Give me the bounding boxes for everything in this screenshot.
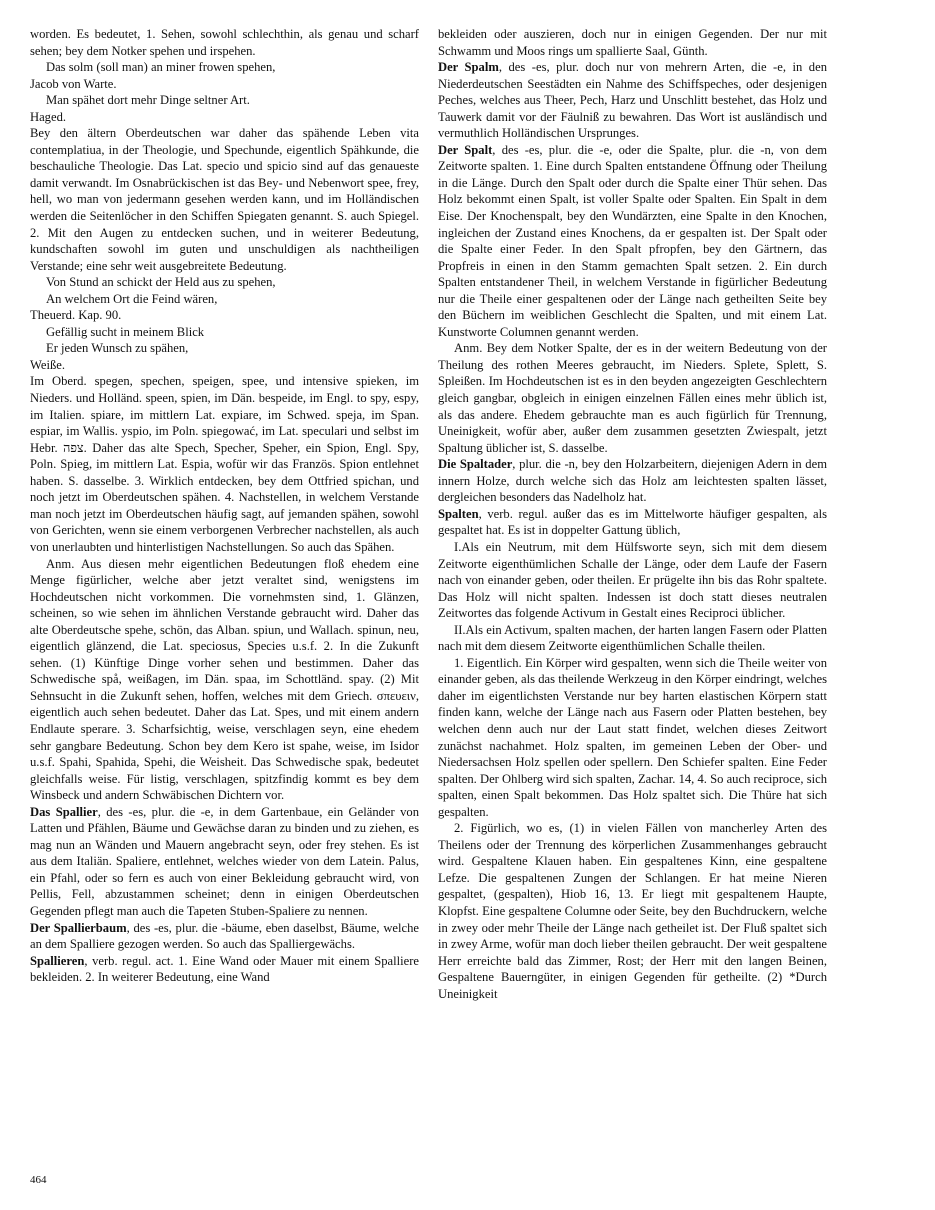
entry-spalten: Spalten, verb. regul. außer das es im Mittelworte häufiger gespalten, als gespaltet hat. Es ist in doppelter Gattung üblich,	[438, 506, 827, 538]
verse-attribution: Jacob von Warte.	[30, 76, 117, 91]
verse-attribution: Theuerd. Kap. 90.	[30, 308, 122, 323]
sense-paragraph: 2. Figürlich, wo es, (1) in vielen Fällen von mancherley Arten des Theilens oder der Trennung des körperlichen Zusammenhanges gebraucht wird. Gespaltene Klauen haben. Ein gespaltenes Kinn, eine gespaltene Lefze. Die gespaltenen Zungen der Schlangen. Er hat meine Nieren gespaltet, (gespalten), Hiob 16, 13. Er liegt mit gespaltenem Haupte, Klopfst. Eine gespaltene Columne oder Seite, bey den Buchdruckern, welche in zwey oder mehr Theile der Länge nach getheilet ist. Der Fluß spaltet sich in zwey Arme, wofür man doch lieber theilen gebraucht. Der weit gespaltene Herr erreichte bald das Zimmer, Rost; der Herr mit den langen Beinen, Gespaltene Bauerngüter, in einigen Gegenden für getheilte. (2) *Durch Uneinigkeit	[438, 821, 827, 1001]
entry-spaltader: Die Spaltader, plur. die -n, bey den Holzarbeitern, diejenigen Adern in dem innern Holze, durch welche sich das Holz am leichtesten spalten lässet, dergleichen besonders das Nadelholz hat.	[438, 457, 827, 505]
entry-spallier: Das Spallier, des -es, plur. die -e, in dem Gartenbaue, ein Geländer von Latten und Pfählen, Bäume und Gewächse daran zu binden und zu ziehen, es mag nun an Wänden und Mauern angebracht seyn, oder frey stehen. Es ist aus dem Italiän. Spaliere, entlehnet, welches wieder von dem Latein. Palus, ein Pfahl, oder so fern es auch von einer Bekleidung gebraucht wird, von Pellis, Fell, abzustammen scheinet; denn in einigen Oberdeutschen Gegenden pflegt man auch die Tapeten Stuben-Spaliere zu nennen.	[30, 804, 419, 918]
sense-paragraph: 1. Eigentlich. Ein Körper wird gespalten, wenn sich die Theile weiter von einander geben, als das theilende Werkzeug in den Körper eindringt, welches daher im eigentlichsten Verstande nur bey harten elastischen Körpern statt finden kann, welche der Länge nach aus Fasern oder Platten bestehen, bey welchen denn auch nur der Laut statt findet, welchen dieses Zeitwort zunächst nachahmet. Holz spalten, im gemeinen Leben der Ober- und Niedersachsen Holz spellen oder spellern. Den Schiefer spalten. Eine Feder spalten. Der Ohlberg wird sich spalten, Zachar. 14, 4. So auch reciproce, sich spalten, einen Spalt bekommen. Das Holz spaltet sich. Die Thüre hat sich gespalten.	[438, 655, 827, 819]
verse-line: Er jeden Wunsch zu spähen,	[46, 341, 189, 356]
sense-paragraph: I.Als ein Neutrum, mit dem Hülfsworte seyn, sich mit dem diesem Zeitworte eigenthümlichen Schalle der Länge, oder dem Laufe der Fasern nach von einander geben, oder theilen. Er prügelte ihn bis das Rohr spaltete. Das Holz will nicht spalten. Indessen ist doch statt dieses neutralen Zeitwortes das folgende Activum in Gestalt eines Reciproci üblicher.	[438, 539, 827, 621]
sense-paragraph: II.Als ein Activum, spalten machen, der harten langen Fasern oder Platten nach mit dem diesem Zeitworte eigenthümlichen Schalle theilen.	[438, 622, 827, 654]
verse-attribution: Weiße.	[30, 357, 66, 372]
verse-attribution: Haged.	[30, 109, 67, 124]
left-column	[30, 26, 419, 986]
entry-spallierbaum: Der Spallierbaum, des -es, plur. die -bäume, eben daselbst, Bäume, welche an dem Spalliere gezogen werden. So auch das Spalliergewächs.	[30, 920, 419, 952]
entry-spallieren: Spallieren, verb. regul. act. 1. Eine Wand oder Mauer mit einem Spalliere bekleiden. 2. In weiterer Bedeutung, eine Wand	[30, 953, 419, 985]
entry-spalm: Der Spalm, des -es, plur. doch nur von mehrern Arten, die -e, in den Niederdeutschen Seestädten ein Nahme des Schiffspeches, oder desjenigen Peches, welches aus Theer, Pech, Harz und Unschlitt bestehet, das Holz und Tauwerk damit vor der Fäulniß zu bewahren. Das Wort ist ausländisch und vermuthlich Holländischen Ursprunges.	[438, 60, 827, 141]
paragraph: Im Oberd. spegen, spechen, speigen, spee, und intensive spieken, im Nieders. und Holländ. speen, spien, im Dän. bespeide, im Engl. to spy, espy, im Italien. spiare, im mittlern Lat. expiare, im Schwed. speja, im Span. espiar, im Wallis. yspio, im Poln. spiegować, im Lat. speculari und selbst im Hebr. צפה. Daher das alte Spech, Specher, Speher, ein Spion, Engl. Spy, Poln. Spieg, im mittlern Lat. Espia, wofür wir das Französ. Spion entlehnet haben. S. dasselbe. 3. Wirklich entdecken, bey dem Ottfried spichan, und noch jetzt im Oberdeutschen spähen. 4. Nachstellen, in welchem Verstande man noch jetzt im Oberdeutschen häufig sagt, auf jemanden spähen, sowohl von Gerichten, wenn sie einem verborgenen Verbrecher nachstellen, als auch von unerlaubten und hinterlistigen Nachstellungen. So auch das Spähen.	[30, 374, 419, 554]
paragraph: Bey den ältern Oberdeutschen war daher das spähende Leben vita contemplatiua, in der Theologie, und Spechunde, eigentlich Spähkunde, die beschauliche Theologie. Das Lat. specio und spicio sind auf das genaueste damit verwandt. Im Osnabrückischen ist das Bey- und Nebenwort spee, frey, hell, wo man von jedermann gesehen werden kann, und im Holländischen werden die Seitenlöcher in den Schiffen Spiegaten genannt. S. auch Spiegel. 2. Mit den Augen zu entdecken suchen, und in weiterer Bedeutung, kundschaften sowohl im guten und unschuldigen als nachtheiligen Verstande; eine sehr weit ausgebreitete Bedeutung.	[30, 126, 419, 273]
verse-line: Das solm (soll man) an miner frowen spehen,	[46, 60, 276, 75]
right-column	[438, 26, 827, 1002]
entry-spalt: Der Spalt, des -es, plur. die -e, oder die Spalte, plur. die -n, von dem Zeitworte spalten. 1. Eine durch Spalten entstandene Öffnung oder Theilung in die Länge. Durch den Spalt oder durch die Spalte einer Thür sehen. Das Holz bekommt einen Spalt, ist voller Spalte oder Spalten. Ein Spalt in dem Eise. Der Knochenspalt, bey den Wundärzten, eine Spalte in den Knochen, ingleichen der Zustand eines Knochens, da er gespalten ist. Der Spalt oder die Spalte einer Feder. In den Spalt pfropfen, bey den Gärtnern, das Propfreis in einen in den Stamm gemachten Spalt setzen. 2. Ein durch Spalten entstandener Theil, in welchem Verstande in figürlicher Bedeutung nur die Theile einer gespaltenen oder der Länge nach getheilten Seite bey den Büchern im weiblichen Geschlecht die Spalten, und mit einem Lat. Kunstworte Columnen genannt werden.	[438, 142, 827, 339]
note-paragraph: Anm. Aus diesen mehr eigentlichen Bedeutungen floß ehedem eine Menge figürlicher, welche aber jetzt veraltet sind, wenigstens im Hochdeutschen nicht vorkommen. Die vornehmsten sind, 1. Glänzen, scheinen, so wie sehen im ähnlichen Verstande gebraucht wird. Daher das alte Oberdeutsche spehe, schön, das Alban. spiun, und Wallach. spinun, neu, eigentlich glänzend, die Lat. speciosus, Species u.s.f. 2. In die Zukunft sehen. (1) Künftige Dinge vorher sehen und bestimmen. Daher das Schwedische spå, weißagen, im Dän. spaa, im Schottländ. spay. (2) Mit Sehnsucht in die Zukunft sehen, hoffen, welches mit dem Griech. σπευειν, eigentlich auch sehen bedeutet. Daher das Lat. Spes, und mit einem andern Endlaute sperare. 3. Scharfsichtig, weise, verschlagen seyn, eine ehedem sehr gangbare Bedeutung. Schon bey dem Kero ist spahe, weise, im Isidor u.s.f. Spahi, Spahida, Spehi, die Weisheit. Das Schwedische spak, bedeutet gleichfalls weise. Für listig, verschlagen, spitzfindig kommt es bey dem Winsbeck und andern Schwäbischen Dichtern vor.	[30, 556, 419, 803]
verse-line: Man spähet dort mehr Dinge seltner Art.	[46, 93, 250, 108]
verse-line: An welchem Ort die Feind wären,	[46, 291, 218, 306]
verse-line: Von Stund an schickt der Held aus zu spehen,	[46, 275, 276, 290]
paragraph: bekleiden oder auszieren, doch nur in einigen Gegenden. Der nur mit Schwamm und Moos rings um spallierte Saal, Günth.	[438, 27, 827, 58]
note-paragraph: Anm. Bey dem Notker Spalte, der es in der weitern Bedeutung von der Theilung des rothen Meeres gebraucht, im Nieders. Splete, Splett, S. Spleißen. Im Hochdeutschen ist es in den beyden angezeigten Geschlechtern gleich gangbar, obgleich in einigen einzelnen Fällen eines mehr üblich ist, als das andere. Ehedem gebrauchte man es auch figürlich für Trennung, Uneinigkeit, wofür aber, außer dem zusammen gesetzten Zwiespalt, jetzt Spaltung üblicher ist, S. dasselbe.	[438, 341, 827, 455]
verse-line: Gefällig sucht in meinem Blick	[46, 324, 205, 339]
page-number: 464	[30, 1174, 47, 1186]
paragraph: worden. Es bedeutet, 1. Sehen, sowohl schlechthin, als genau und scharf sehen; bey dem Notker spehen und irspehen.	[30, 27, 419, 58]
